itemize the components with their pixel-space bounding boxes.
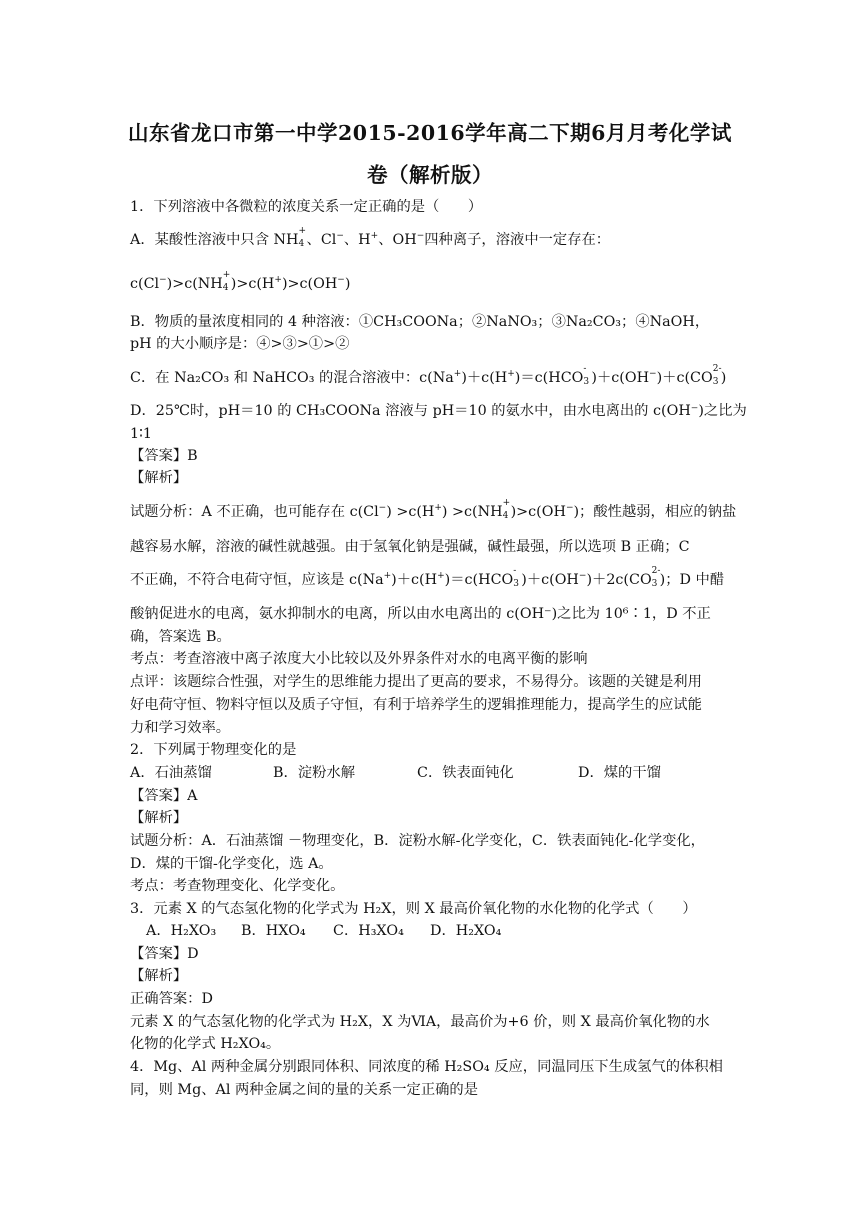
text: ) >c(NH — [441, 504, 503, 520]
text: )；D 中醋 — [659, 572, 725, 588]
text: )；酸性越弱，相应的钠盐 — [573, 504, 737, 520]
page-title-continued: 卷（解析版） — [367, 163, 493, 187]
question-1-explanation-line — [130, 566, 740, 590]
superscript: + — [507, 369, 515, 380]
text: 、H — [343, 232, 371, 248]
question-3-analysis-heading: 【解析】 — [130, 968, 188, 984]
question-3-option-d: D．H₂XO₄ — [430, 923, 502, 939]
question-4-stem: 4．Mg、Al 两种金属分别跟同体积、同浓度的稀 H₂SO₄ 反应，同温同压下生成氢气的体积相 — [130, 1059, 723, 1075]
subscript: 3 — [712, 377, 719, 387]
question-1-expression — [130, 270, 740, 294]
text: )＋2c(CO — [586, 572, 652, 588]
superscript: + — [434, 503, 442, 514]
superscript: + — [453, 369, 462, 380]
superscript: 2- — [651, 566, 661, 576]
question-2-option-b: B．淀粉水解 — [273, 765, 355, 781]
superscript: − — [378, 503, 387, 514]
question-3-option-c: C．H₃XO₄ — [333, 923, 404, 939]
superscript: + — [437, 571, 445, 582]
superscript: 2- — [712, 364, 722, 374]
text: A．某酸性溶液中只含 NH — [130, 232, 299, 248]
question-1-option-b-continued: pH 的大小顺序是：④>③>①>② — [130, 336, 350, 352]
question-1-key-point: 考点：考查溶液中离子浓度大小比较以及外界条件对水的电离平衡的影响 — [130, 651, 588, 667]
question-1-option-d-continued: 1∶1 — [130, 426, 152, 442]
superscript: − — [649, 369, 657, 380]
question-3-correct-answer: 正确答案：D — [130, 991, 213, 1007]
superscript: − — [159, 275, 167, 286]
question-2-option-c: C．铁表面钝化 — [417, 765, 514, 781]
question-3-options — [146, 921, 756, 941]
subscript: 3 — [513, 579, 519, 589]
question-1-stem: 1．下列溶液中各微粒的浓度关系一定正确的是（ ） — [130, 199, 483, 215]
question-2-stem: 2．下列属于物理变化的是 — [130, 742, 297, 758]
question-1-comment: 点评：该题综合性强，对学生的思维能力提出了更高的要求，不易得分。该题的关键是利用 — [130, 674, 702, 690]
question-3-explanation-line: 化物的化学式 H₂XO₄。 — [130, 1036, 281, 1052]
text: ) — [720, 370, 727, 386]
text: )>c(OH — [510, 504, 566, 520]
question-3-stem: 3．元素 X 的气态氢化物的化学式为 H₂X，则 X 最高价氧化物的水化物的化学式（ ） — [130, 901, 697, 917]
superscript: + — [502, 498, 511, 508]
question-1-option-d: D．25℃时，pH＝10 的 CH₃COONa 溶液与 pH＝10 的氨水中，由水电离出的 c(OH⁻)之比为 — [130, 403, 747, 419]
question-1-option-c — [130, 364, 740, 388]
text: )＋c(OH — [591, 370, 650, 386]
question-2-analysis-heading: 【解析】 — [130, 810, 188, 826]
text: ) — [344, 276, 351, 292]
superscript: - — [583, 364, 587, 374]
text: 试题分析：A 不正确，也可能存在 c(Cl — [130, 504, 379, 520]
question-1-explanation-line: 酸钠促进水的电离，氨水抑制水的电离，所以由水电离出的 c(OH⁻)之比为 10⁶∶1，D 不正 — [130, 606, 711, 622]
question-1-explanation-line — [130, 498, 740, 522]
subscript: 3 — [583, 377, 590, 387]
ion-charge-stack — [513, 566, 521, 589]
superscript: − — [578, 571, 587, 582]
subscript: 3 — [651, 579, 658, 589]
text: 、Cl — [306, 232, 337, 248]
page-title: 山东省龙口市第一中学2015-2016学年高二下期6月月考化学试 — [128, 121, 732, 145]
text: C．在 Na₂CO₃ 和 NaHCO₃ 的混合溶液中：c(Na — [130, 370, 454, 386]
text: )＝c(HCO — [444, 572, 514, 588]
text: )＋c(H — [461, 370, 508, 386]
question-2-explanation-line: 试题分析：A．石油蒸馏 －物理变化，B．淀粉水解-化学变化，C．铁表面钝化-化学变化， — [130, 833, 705, 849]
text: 四种离子，溶液中一定存在： — [424, 232, 611, 248]
question-2-option-d: D．煤的干馏 — [578, 765, 661, 781]
text: )>c(H — [230, 276, 275, 292]
text: 不正确，不符合电荷守恒，应该是 c(Na — [130, 572, 384, 588]
superscript: − — [337, 275, 345, 286]
ion-charge-stack — [298, 226, 307, 249]
text: )＝c(HCO — [514, 370, 584, 386]
question-4-stem-continued: 同，则 Mg、Al 两种金属之间的量的关系一定正确的是 — [130, 1082, 479, 1098]
question-2-option-a: A．石油蒸馏 — [130, 765, 212, 781]
question-2-options — [130, 763, 740, 783]
ion-charge-stack — [651, 566, 661, 589]
superscript: − — [336, 231, 344, 242]
superscript: + — [298, 226, 307, 236]
question-1-comment-continued: 好电荷守恒、物料守恒以及质子守恒，有利于培养学生的逻辑推理能力，提高学生的应试能 — [130, 697, 702, 713]
question-1-answer: 【答案】B — [130, 448, 198, 464]
subscript: 4 — [222, 283, 229, 293]
question-1-comment-continued: 力和学习效率。 — [130, 720, 231, 736]
superscript: − — [565, 503, 574, 514]
question-2-answer: 【答案】A — [130, 788, 198, 804]
question-2-explanation-line: D．煤的干馏-化学变化，选 A。 — [130, 856, 333, 872]
subscript: 4 — [502, 511, 509, 521]
question-3-answer: 【答案】D — [130, 946, 199, 962]
question-3-option-a: A．H₂XO₃ — [146, 923, 217, 939]
text: )>c(OH — [281, 276, 338, 292]
text: 、OH — [378, 232, 417, 248]
subscript: 4 — [298, 239, 305, 249]
question-1-analysis-heading: 【解析】 — [130, 470, 188, 486]
question-3-option-b: B．HXO₄ — [241, 923, 306, 939]
text: )＋c(OH — [521, 572, 579, 588]
ion-charge-stack — [222, 270, 231, 293]
ion-charge-stack — [583, 364, 591, 387]
text: )＋c(CO — [656, 370, 713, 386]
question-1-explanation-line: 确，答案选 B。 — [130, 629, 231, 645]
superscript: − — [416, 231, 425, 242]
superscript: + — [222, 270, 231, 280]
ion-charge-stack — [712, 364, 722, 387]
question-3-explanation-line: 元素 X 的气态氢化物的化学式为 H₂X，X 为ⅥA，最高价为+6 价，则 X 最高价氧化物的水 — [130, 1014, 710, 1030]
superscript: + — [383, 571, 392, 582]
text: )＋c(H — [391, 572, 438, 588]
question-1-option-a — [130, 226, 740, 250]
text: )>c(NH — [166, 276, 223, 292]
superscript: + — [274, 275, 282, 286]
superscript: - — [513, 566, 517, 576]
superscript: + — [370, 231, 379, 242]
question-1-option-b: B．物质的量浓度相同的 4 种溶液：①CH₃COONa；②NaNO₃；③Na₂CO₃；④NaOH， — [130, 314, 710, 330]
text: ) >c(H — [386, 504, 435, 520]
question-2-key-point: 考点：考查物理变化、化学变化。 — [130, 878, 345, 894]
ion-charge-stack — [502, 498, 511, 521]
question-1-explanation-line: 越容易水解，溶液的碱性就越强。由于氢氧化钠是强碱，碱性最强，所以选项 B 正确；C — [130, 539, 690, 555]
text: c(Cl — [130, 276, 160, 292]
